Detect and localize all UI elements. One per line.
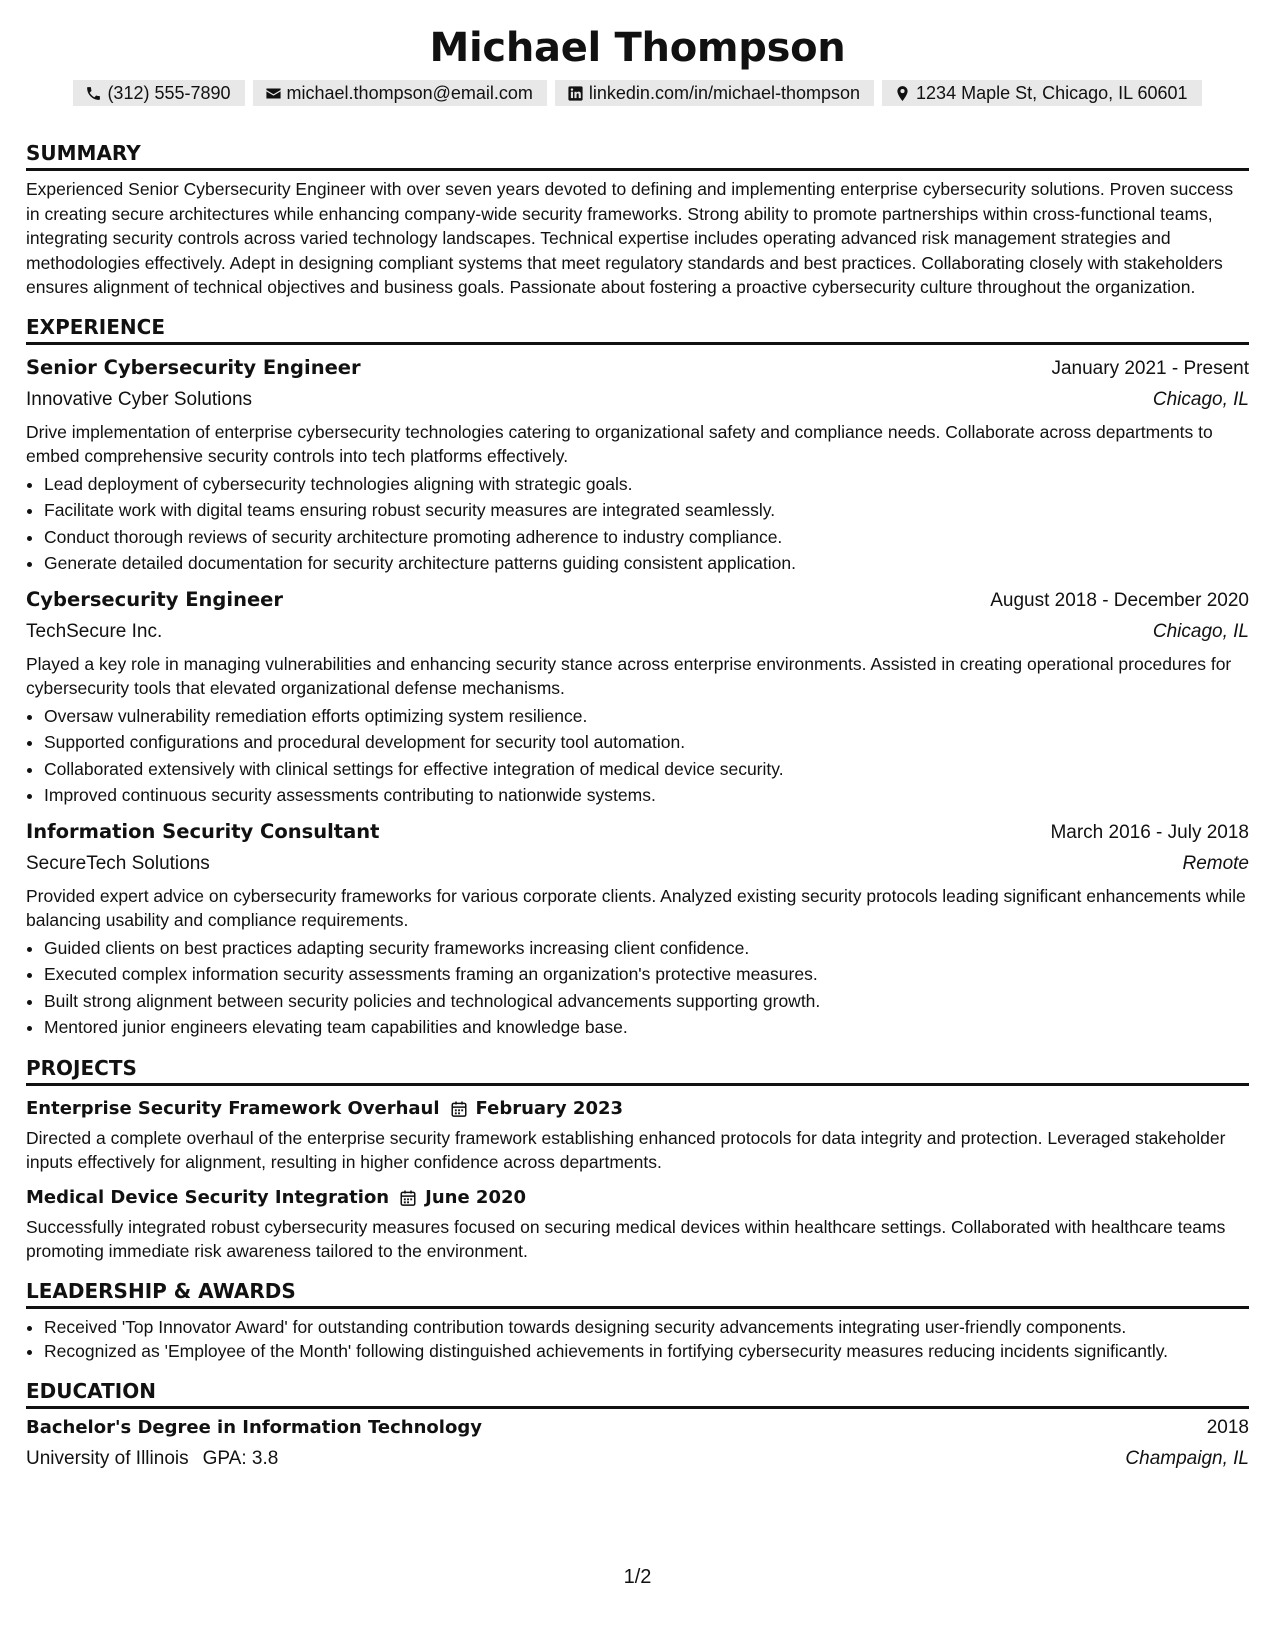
company-name: Innovative Cyber Solutions xyxy=(26,388,253,410)
summary-section xyxy=(26,140,1249,300)
job-location: Chicago, IL xyxy=(1152,620,1249,642)
job-location: Chicago, IL xyxy=(1152,388,1249,410)
list-item: • Conduct thorough reviews of security architecture promoting adherence to industry compliance. xyxy=(44,524,1249,551)
projects-section xyxy=(26,1055,1249,1264)
project-name: Medical Device Security Integration xyxy=(26,1186,390,1208)
school-name: University of Illinois xyxy=(26,1447,189,1469)
list-item: • Received 'Top Innovator Award' for outstanding contribution towards designing security advancements integrating user-friendly components. xyxy=(44,1315,1249,1340)
list-item: • Supported configurations and procedural development for security tool automation. xyxy=(44,729,1249,756)
candidate-name: Michael Thompson xyxy=(429,25,846,71)
project-entry xyxy=(26,1183,1249,1264)
contact-email[interactable] xyxy=(253,80,547,106)
job-location: Remote xyxy=(1182,852,1249,874)
job-dates: August 2018 - December 2020 xyxy=(990,589,1249,611)
calendar-icon xyxy=(450,1100,468,1118)
job-description: Played a key role in managing vulnerabilities and enhancing security stance across enterprise environments. Assisted in creating operational procedures for cybersecurity tools that elevated organizational defense mechanisms. xyxy=(26,653,1232,698)
job-entry xyxy=(26,353,1249,577)
job-title: Cybersecurity Engineer xyxy=(26,587,284,611)
education-section xyxy=(26,1378,1249,1475)
contact-bar xyxy=(26,80,1249,106)
experience-section xyxy=(26,314,1249,1041)
linkedin-text: linkedin.com/in/michael-thompson xyxy=(588,83,861,103)
list-item: • Guided clients on best practices adapting security frameworks increasing client confidence. xyxy=(44,935,1249,962)
summary-text: Experienced Senior Cybersecurity Engineer with over seven years devoted to defining and implementing enterprise cybersecurity solutions. Proven success in creating secure architectures while enhancing company-wide security frameworks. Strong ability to promote partnerships within cross-functional teams, integrating security controls across varied technology landscapes. Technical expertise includes operating advanced risk management strategies and methodologies effectively. Adept in designing compliant systems that meet regulatory standards and best practices. Collaborating closely with stakeholders ensures alignment of technical objectives and business goals. Passionate about fostering a proactive cybersecurity culture throughout the organization. xyxy=(26,179,1234,297)
list-item: • Built strong alignment between security policies and technological advancements supporting growth. xyxy=(44,988,1249,1015)
awards-section xyxy=(26,1278,1249,1364)
phone-icon xyxy=(85,85,102,102)
list-item: • Oversaw vulnerability remediation efforts optimizing system resilience. xyxy=(44,703,1249,730)
calendar-icon xyxy=(399,1189,417,1207)
job-title: Senior Cybersecurity Engineer xyxy=(26,355,361,379)
list-item: • Lead deployment of cybersecurity technologies aligning with strategic goals. xyxy=(44,471,1249,498)
job-bullets xyxy=(26,935,1249,1041)
gpa-value: GPA: 3.8 xyxy=(202,1447,279,1469)
project-description: Successfully integrated robust cybersecurity measures focused on securing medical devices within healthcare settings. Collaborated with healthcare teams promoting immediate risk awareness tailored to the environment. xyxy=(26,1216,1226,1261)
list-item: • Recognized as 'Employee of the Month' following distinguished achievements in fortifying cybersecurity measures reducing incidents significantly. xyxy=(44,1339,1249,1364)
contact-address xyxy=(882,80,1202,106)
job-entry xyxy=(26,585,1249,809)
project-date: February 2023 xyxy=(475,1097,624,1119)
section-title-experience: EXPERIENCE xyxy=(26,314,1249,345)
address-text: 1234 Maple St, Chicago, IL 60601 xyxy=(916,83,1188,103)
list-item: • Mentored junior engineers elevating team capabilities and knowledge base. xyxy=(44,1014,1249,1041)
project-name: Enterprise Security Framework Overhaul xyxy=(26,1097,440,1119)
awards-list xyxy=(26,1315,1249,1364)
section-title-education: EDUCATION xyxy=(26,1378,1249,1409)
list-item: • Facilitate work with digital teams ensuring robust security measures are integrated seamlessly. xyxy=(44,497,1249,524)
list-item: • Generate detailed documentation for security architecture patterns guiding consistent application. xyxy=(44,550,1249,577)
section-title-summary: SUMMARY xyxy=(26,140,1249,171)
job-description: Drive implementation of enterprise cybersecurity technologies catering to organizational safety and compliance needs. Collaborate across departments to embed comprehensive security controls into tech platforms effectively. xyxy=(26,421,1213,466)
project-date: June 2020 xyxy=(425,1186,527,1208)
school-location: Champaign, IL xyxy=(1125,1447,1249,1469)
linkedin-icon xyxy=(567,85,584,102)
project-entry xyxy=(26,1094,1249,1175)
job-entry xyxy=(26,817,1249,1041)
list-item: • Improved continuous security assessments contributing to nationwide systems. xyxy=(44,782,1249,809)
job-description: Provided expert advice on cybersecurity frameworks for various corporate clients. Analyzed existing security protocols leading significant enhancements while balancing usability and compliance requirements. xyxy=(26,885,1246,930)
email-text: michael.thompson@email.com xyxy=(286,83,533,103)
phone-text: (312) 555-7890 xyxy=(107,83,231,103)
degree-title: Bachelor's Degree in Information Technology xyxy=(26,1416,482,1438)
job-dates: January 2021 - Present xyxy=(1051,357,1249,379)
company-name: SecureTech Solutions xyxy=(26,852,210,874)
job-title: Information Security Consultant xyxy=(26,819,380,843)
section-title-projects: PROJECTS xyxy=(26,1055,1249,1086)
list-item: • Executed complex information security assessments framing an organization's protective measures. xyxy=(44,961,1249,988)
map-pin-icon xyxy=(894,85,911,102)
page-number: 1/2 xyxy=(623,1566,652,1588)
project-description: Directed a complete overhaul of the enterprise security framework establishing enhanced protocols for data integrity and protection. Leveraged stakeholder inputs effectively for alignment, resulting in higher confidence across departments. xyxy=(26,1127,1226,1172)
contact-phone xyxy=(73,80,244,106)
job-dates: March 2016 - July 2018 xyxy=(1050,821,1249,843)
graduation-year: 2018 xyxy=(1206,1416,1249,1438)
company-name: TechSecure Inc. xyxy=(26,620,163,642)
job-bullets xyxy=(26,471,1249,577)
job-bullets xyxy=(26,703,1249,809)
envelope-icon xyxy=(265,85,282,102)
section-title-awards: LEADERSHIP & AWARDS xyxy=(26,1278,1249,1309)
list-item: • Collaborated extensively with clinical settings for effective integration of medical device security. xyxy=(44,756,1249,783)
contact-linkedin[interactable] xyxy=(555,80,874,106)
